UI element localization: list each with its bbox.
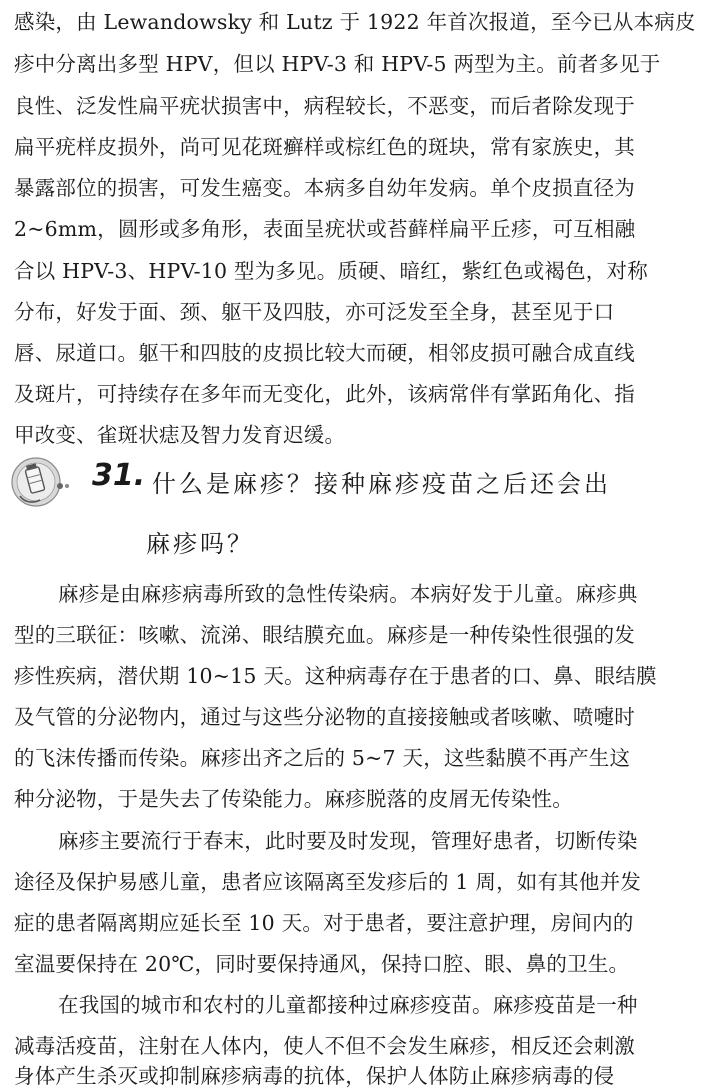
section-heading <box>10 452 710 558</box>
text-line: 扁平疣样皮损外，尚可见花斑癣样或棕红色的斑块，常有家族史，其 <box>14 135 635 159</box>
text-line: 的飞沫传播而传染。麻疹出齐之后的 5~7 天，这些黏膜不再产生这 <box>14 746 631 770</box>
text-line: 分布，好发于面、颈、躯干及四肢，亦可泛发至全身，甚至见于口 <box>14 300 615 324</box>
text-line: 良性、泛发性扁平疣状损害中，病程较长，不恶变，而后者除发现于 <box>14 94 635 118</box>
text-line: 身体产生杀灭或抑制麻疹病毒的抗体，保护人体防止麻疹病毒的侵 <box>14 1064 615 1088</box>
text-line: 麻疹是由麻疹病毒所致的急性传染病。本病好发于儿童。麻疹典 <box>58 582 638 606</box>
text-line: 麻疹主要流行于春末，此时要及时发现，管理好患者，切断传染 <box>58 829 638 853</box>
text-line: 感染，由 Lewandowsky 和 Lutz 于 1922 年首次报道，至今已从本病皮 <box>14 10 696 34</box>
text-line: 甲改变、雀斑状痣及智力发育迟缓。 <box>14 423 346 447</box>
text-line: 减毒活疫苗，注射在人体内，使人不但不会发生麻疹，相反还会刺激 <box>14 1034 635 1058</box>
text-line: 暴露部位的损害，可发生癌变。本病多自幼年发病。单个皮损直径为 <box>14 176 635 200</box>
text-line: 合以 HPV-3、HPV-10 型为多见。质硬、暗红，紫红色或褐色，对称 <box>14 259 648 283</box>
text-line: 疹中分离出多型 HPV，但以 HPV-3 和 HPV-5 两型为主。前者多见于 <box>14 52 661 76</box>
text-line: 及气管的分泌物内，通过与这些分泌物的直接接触或者咳嗽、喷嚏时 <box>14 705 635 729</box>
text-line: 型的三联征：咳嗽、流涕、眼结膜充血。麻疹是一种传染性很强的发 <box>14 623 635 647</box>
text-line: 及斑片，可持续存在多年而无变化，此外，该病常伴有掌跖角化、指 <box>14 382 635 406</box>
question-title-line-1: 什么是麻疹？接种麻疹疫苗之后还会出 <box>152 470 611 498</box>
text-line: 唇、尿道口。躯干和四肢的皮损比较大而硬，相邻皮损可融合成直线 <box>14 341 635 365</box>
question-number: 31. <box>92 458 146 493</box>
text-line: 在我国的城市和农村的儿童都接种过麻疹疫苗。麻疹疫苗是一种 <box>58 993 638 1017</box>
text-line: 疹性疾病，潜伏期 10~15 天。这种病毒存在于患者的口、鼻、眼结膜 <box>14 664 657 688</box>
text-line: 症的患者隔离期应延长至 10 天。对于患者，要注意护理，房间内的 <box>14 911 634 935</box>
question-title-line-2: 麻疹吗？ <box>146 530 254 558</box>
text-line: 途径及保护易感儿童，患者应该隔离至发疹后的 1 周，如有其他并发 <box>14 870 641 894</box>
text-line: 种分泌物，于是失去了传染能力。麻疹脱落的皮屑无传染性。 <box>14 787 573 811</box>
vaccine-badge-icon <box>10 456 72 508</box>
text-line: 室温要保持在 20℃，同时要保持通风，保持口腔、眼、鼻的卫生。 <box>14 952 630 976</box>
text-line: 2~6mm，圆形或多角形，表面呈疣状或苔藓样扁平丘疹，可互相融 <box>14 217 636 241</box>
